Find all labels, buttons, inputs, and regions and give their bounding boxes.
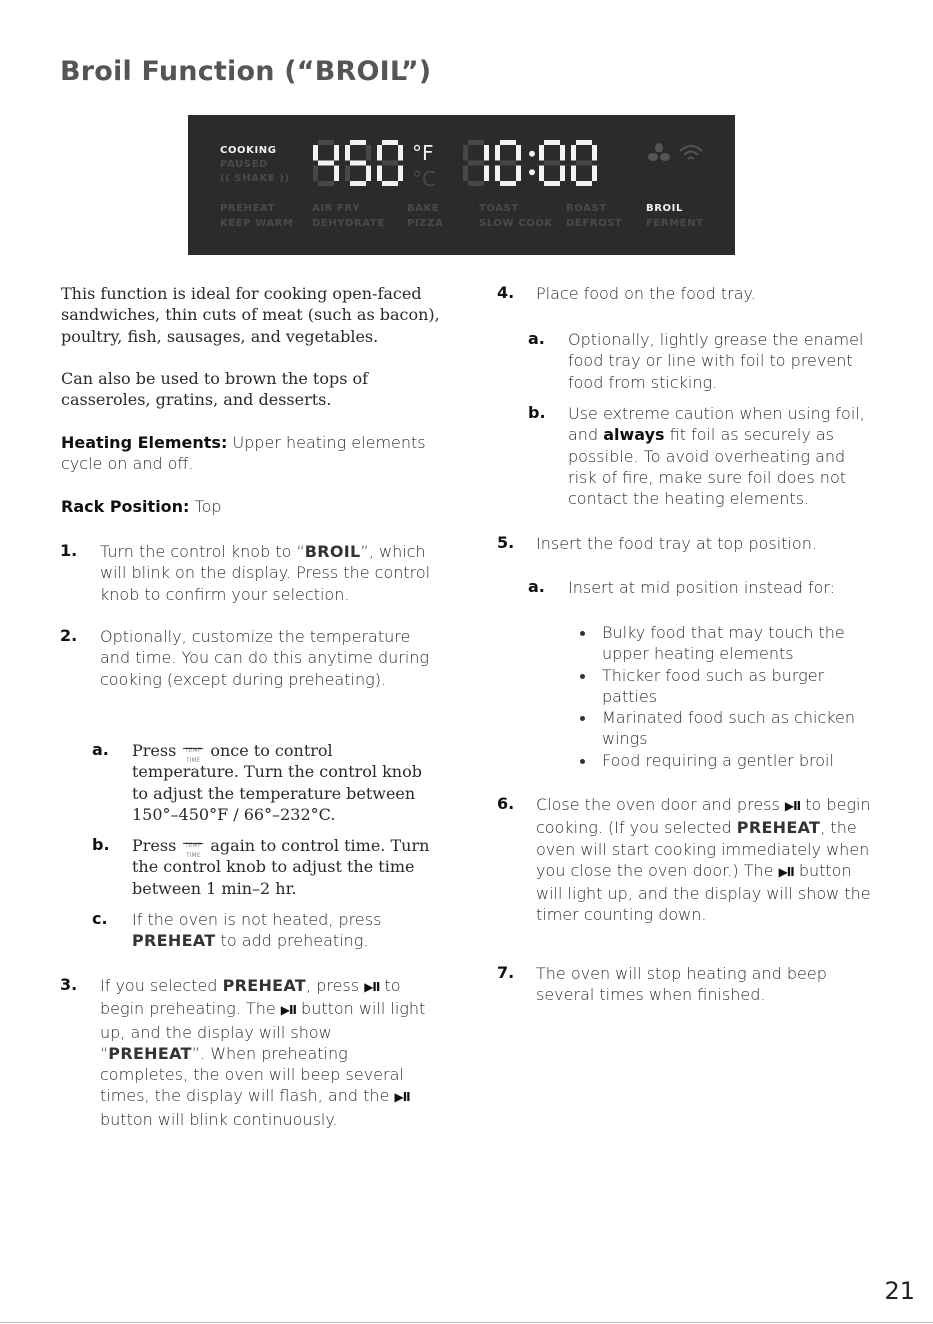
segment — [468, 181, 484, 186]
function-ferment: FERMENT — [646, 218, 704, 229]
step-2b-letter: b. — [92, 835, 110, 854]
function-bake: BAKE — [407, 203, 440, 214]
segment — [484, 166, 489, 182]
function-dehydrate: DEHYDRATE — [312, 218, 385, 229]
step-2a-text — [132, 740, 442, 825]
play-pause-icon: ▶II — [784, 799, 801, 813]
status-shake: (( SHAKE )) — [220, 173, 290, 184]
segment — [516, 166, 521, 182]
step-3-keyword: PREHEAT — [222, 976, 307, 995]
step-4b-keyword: always — [603, 425, 665, 445]
segment — [592, 166, 597, 182]
segment — [500, 140, 516, 145]
step-2a-text-b: once to control temperature. Turn the control knob to adjust the temperature between 150°–450°F / 66°–232°C. — [132, 741, 422, 824]
step-4-number: 4. — [497, 283, 515, 302]
segment — [544, 181, 560, 186]
play-pause-icon: ▶II — [778, 864, 794, 879]
segment — [495, 166, 500, 182]
step-5-text: Insert the food tray at top position. — [536, 534, 817, 553]
step-2c-keyword: PREHEAT — [132, 931, 216, 951]
step-2a-letter: a. — [92, 740, 109, 759]
segment — [500, 161, 516, 166]
unit-celsius: °C — [412, 167, 436, 191]
step-4b-text: Use extreme caution when using foil, and always fit foil as securely as possible. To avoid overheating and risk of fire, make sure foil does not contact the heating elements. — [568, 404, 865, 509]
page-number: 21 — [884, 1277, 915, 1305]
segment — [571, 145, 576, 161]
colon-dot — [529, 151, 535, 157]
step-2c-text-b: to add preheating. — [220, 931, 369, 951]
segment — [345, 166, 350, 182]
step-4a-text: Optionally, lightly grease the enamel food tray or line with foil to prevent food from sticking. — [568, 330, 864, 392]
function-toast: TOAST — [479, 203, 519, 214]
step-2-text: Optionally, customize the temperature and time. You can do this anytime during cooking (except during preheating). — [100, 627, 430, 689]
step-2b-text-a: Press — [132, 836, 177, 855]
rack-position-label: Rack Position: — [61, 497, 190, 516]
segment — [398, 166, 403, 182]
step-5a-letter: a. — [528, 577, 545, 596]
segment — [500, 181, 516, 186]
step-7-text: The oven will stop heating and beep several times when finished. — [536, 964, 827, 1005]
step-6-keyword: PREHEAT — [736, 818, 821, 838]
rack-position-line — [61, 496, 451, 517]
heating-elements-text: Upper heating elements cycle on and off. — [61, 433, 426, 474]
wifi-icon — [678, 143, 704, 163]
function-broil: BROIL — [646, 203, 683, 214]
segment — [560, 145, 565, 161]
segment — [544, 140, 560, 145]
play-pause-icon: ▶II — [280, 1003, 296, 1018]
step-2b-text-b: again to control time. Turn the control knob to adjust the time between 1 min–2 hr. — [132, 836, 430, 898]
segment — [539, 166, 544, 182]
play-pause-icon: ▶II — [364, 980, 380, 994]
function-pizza: PIZZA — [407, 218, 444, 229]
status-cooking: COOKING — [220, 145, 277, 156]
segment — [539, 145, 544, 161]
segment — [382, 161, 398, 166]
segment — [334, 166, 339, 182]
segment — [463, 166, 468, 182]
bullet-item-3: Marinated food such as chicken wings — [602, 708, 855, 749]
heating-elements-label: Heating Elements: — [61, 433, 228, 452]
page-title: Broil Function (“BROIL”) — [60, 56, 432, 87]
control-panel-display — [188, 115, 735, 255]
step-4-text: Place food on the food tray. — [536, 284, 756, 303]
segment — [592, 145, 597, 161]
step-7-number: 7. — [497, 963, 515, 982]
bullet-dot — [580, 716, 585, 721]
segment — [318, 181, 334, 186]
segment — [576, 181, 592, 186]
function-preheat: PREHEAT — [220, 203, 276, 214]
step-2c-text-a: If the oven is not heated, press — [132, 910, 382, 929]
segment — [366, 166, 371, 182]
step-6-number: 6. — [497, 794, 515, 813]
step-3-text: If you selected PREHEAT, press ▶II to begin preheating. The ▶II button will light up, and the display will show “PREHEAT”. When preheating completes, the oven will beep several times, the display will flash, and the ▶II button will blink continuously. — [100, 976, 426, 1129]
function-air-fry: AIR FRY — [312, 203, 361, 214]
step-1-keyword: BROIL — [304, 542, 361, 561]
step-5a-text: Insert at mid position instead for: — [568, 578, 836, 597]
segment — [345, 145, 350, 161]
time-readout — [463, 140, 603, 192]
function-roast: ROAST — [566, 203, 607, 214]
step-2c-letter: c. — [92, 909, 108, 928]
segment — [350, 181, 366, 186]
step-2a-text-a: Press — [132, 741, 177, 760]
step-3-number: 3. — [60, 975, 78, 994]
step-4b-letter: b. — [528, 403, 546, 422]
segment — [571, 166, 576, 182]
segment — [366, 145, 371, 161]
segment — [382, 181, 398, 186]
segment — [382, 140, 398, 145]
bullet-dot — [580, 759, 585, 764]
function-defrost: DEFROST — [566, 218, 623, 229]
segment — [398, 145, 403, 161]
bullet-item-4: Food requiring a gentler broil — [602, 751, 834, 770]
segment — [350, 140, 366, 145]
step-2b-text — [132, 835, 432, 899]
step-1-text-b: ”, which will blink on the display. Press the control knob to confirm your selection. — [100, 542, 431, 604]
segment — [350, 161, 366, 166]
unit-fahrenheit: °F — [412, 141, 434, 165]
segment — [318, 161, 334, 166]
bullet-dot — [580, 674, 585, 679]
segment — [484, 145, 489, 161]
function-slow-cook: SLOW COOK — [479, 218, 553, 229]
segment — [313, 145, 318, 161]
step-2-number: 2. — [60, 626, 78, 645]
step-1-number: 1. — [60, 541, 78, 560]
step-1-text — [100, 541, 445, 605]
segment — [560, 166, 565, 182]
temp-time-button-icon: TEMP TIME — [185, 842, 202, 859]
segment — [468, 161, 484, 166]
play-pause-icon: ▶II — [394, 1090, 410, 1105]
segment — [544, 161, 560, 166]
segment — [576, 161, 592, 166]
function-keep-warm: KEEP WARM — [220, 218, 294, 229]
fan-icon — [648, 143, 670, 163]
bottom-rule — [0, 1322, 933, 1323]
segment — [495, 145, 500, 161]
bullet-item-1: Bulky food that may touch the upper heating elements — [602, 623, 845, 664]
bullet-dot — [580, 631, 585, 636]
step-6-text: Close the oven door and press ▶II to begin cooking. (If you selected PREHEAT, the oven will start cooking immediately when you close the oven door.) The ▶II button will light up, and the display will show the timer counting down. — [536, 795, 871, 925]
status-paused: PAUSED — [220, 159, 268, 170]
temp-time-button-icon: TEMP TIME — [185, 747, 202, 764]
step-2c-text — [132, 909, 422, 952]
step-4a-letter: a. — [528, 329, 545, 348]
rack-position-text: Top — [194, 497, 222, 516]
intro-paragraph-2: Can also be used to brown the tops of casseroles, gratins, and desserts. — [61, 369, 369, 410]
segment — [516, 145, 521, 161]
colon-dot — [529, 169, 535, 175]
segment — [377, 166, 382, 182]
heating-elements-line — [61, 432, 451, 475]
intro-paragraph-1: This function is ideal for cooking open-faced sandwiches, thin cuts of meat (such as bacon), poultry, fish, sausages, and vegetables. — [61, 284, 440, 346]
segment — [334, 145, 339, 161]
segment — [576, 140, 592, 145]
segment — [313, 166, 318, 182]
temperature-readout — [313, 140, 413, 192]
segment — [463, 145, 468, 161]
step-1-text-a: Turn the control knob to “ — [100, 542, 305, 561]
bullet-item-2: Thicker food such as burger patties — [602, 666, 825, 707]
segment — [468, 140, 484, 145]
step-3-keyword-2: PREHEAT — [108, 1043, 192, 1063]
segment — [377, 145, 382, 161]
step-5-number: 5. — [497, 533, 515, 552]
segment — [318, 140, 334, 145]
